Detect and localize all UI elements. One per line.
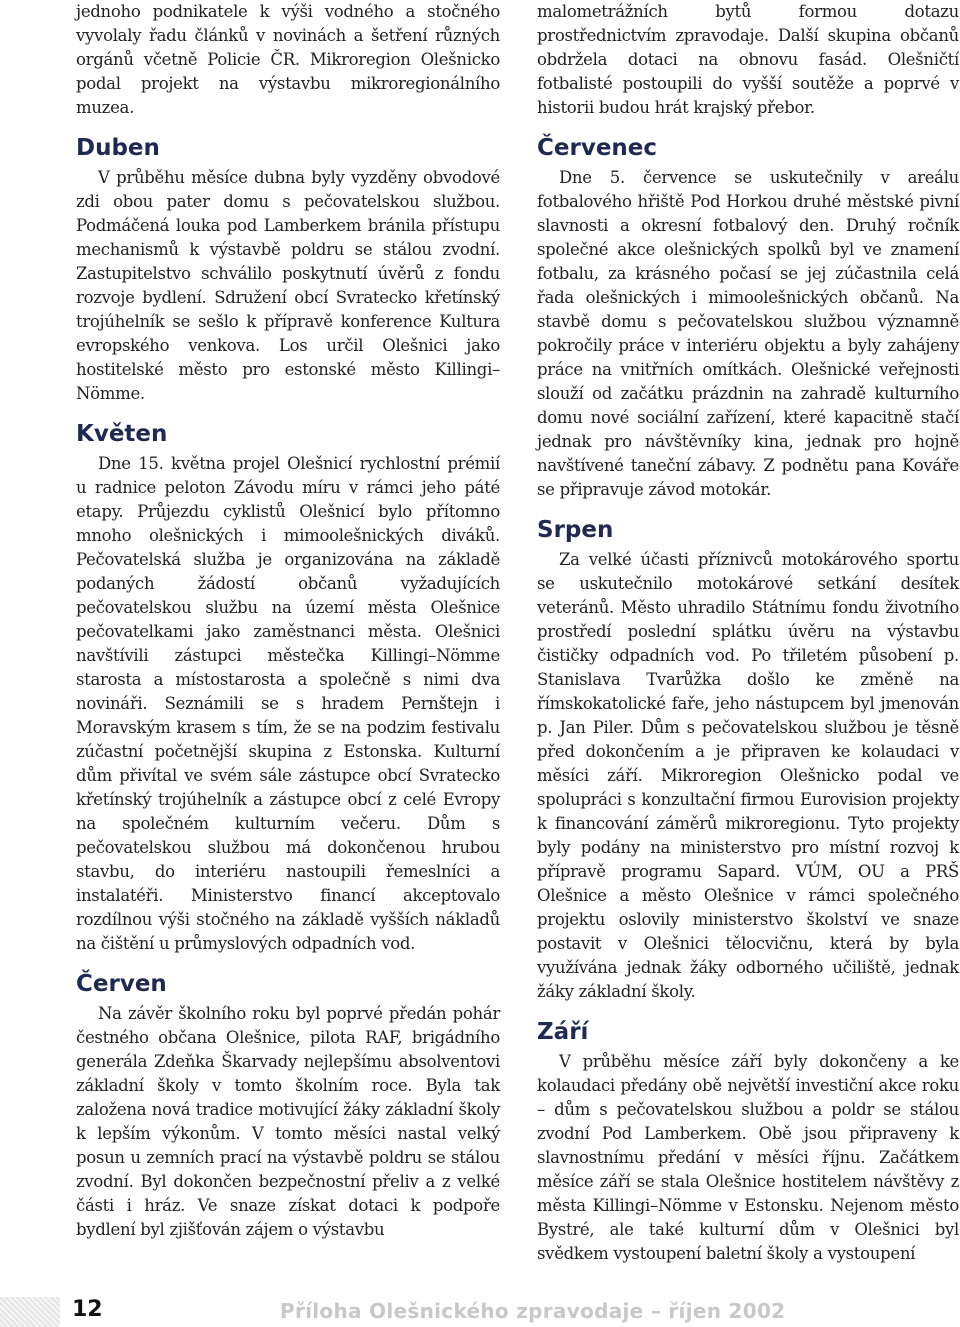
left-intro-paragraph: jednoho podnikatele k výši vodného a stočného vyvolaly řadu článků v novinách a šetření různých orgánů včetně Policie ČR. Mikroregion Olešnicko podal projekt na výstavbu mikroregionálního muzea. [76, 2, 500, 117]
page-footer [0, 1297, 960, 1327]
paragraph-srpen: Za velké účasti příznivců motokárového sportu se uskutečnilo motokárové setkání desítek veteránů. Město uhradilo Státnímu fondu životního prostředí poslední splátku úvěru na výstavbu čističky odpadních vod. Po třiletém působení p. Stanislava Tvarůžka došlo ke změně na římskokatolické faře, jeho nástupcem byl jmenován p. Jan Piler. Dům s pečovatelskou službou je těsně před dokončením a je připraven ke kolaudaci v měsíci září. Mikroregion Olešnicko podal ve spolupráci s konzultační firmou Eurovision projekty k financování záměrů mikroregionu. Tyto projekty byly podány na ministerstvo pro místní rozvoj k přípravě programu Sapard. VÚM, OU a PRŠ Olešnice a město Olešnice v rámci společného projektu oslovily ministerstvo školství ve snaze postavit v Olešnici tělocvičnu, která by byla využívána jednak žáky odborného učiliště, jednak žáky základní školy. [537, 550, 959, 1001]
section-duben [76, 134, 500, 406]
publication-title: Příloha Olešnického zpravodaje – říjen 2002 [280, 1299, 786, 1323]
footer-decoration [0, 1297, 60, 1327]
paragraph-zari: V průběhu měsíce září byly dokončeny a ke kolaudaci předány obě největší investiční akce roku – dům s pečovatelskou službou a poldr se stálou zvodní Pod Lamberkem. Obě jsou připraveny k slavnostnímu předání v měsíci říjnu. Začátkem měsíce září se stala Olešnice hostitelem návštěvy z města Killingi–Nömme v Estonsku. Nejenom město Bystré, ale také kulturní dům v Olešnici byl svědkem vystoupení baletní školy a vystoupení [537, 1052, 959, 1263]
left-column [76, 0, 500, 1242]
heading-kveten: Květen [76, 421, 168, 447]
heading-cervenec: Červenec [537, 135, 658, 161]
heading-zari: Září [537, 1019, 589, 1045]
right-column [537, 0, 959, 1266]
right-intro-paragraph: malometrážních bytů formou dotazu prostřednictvím zpravodaje. Další skupina občanů obdržela dotaci na obnovu fasád. Olešničtí fotbalisté postoupili do vyšší soutěže a poprvé v historii budou hrát krajský přebor. [537, 2, 959, 117]
page-number: 12 [72, 1297, 103, 1322]
heading-duben: Duben [76, 135, 160, 161]
heading-cerven: Červen [76, 971, 167, 997]
paragraph-cervenec: Dne 5. července se uskutečnily v areálu fotbalového hřiště Pod Horkou druhé městské pivní slavnosti a okresní fotbalový den. Druhý ročník společné akce olešnických spolků byl ve znamení fotbalu, za krásného počasí se jej zúčastnila celá řada olešnických i mimoolešnických občanů. Na stavbě domu s pečovatelskou službou významně pokročily práce v interiéru objektu a byly zahájeny práce na vnitřních omítkách. Olešnické veřejnosti slouží od začátku prázdnin na zahradě kulturního domu nové sociální zařízení, které kapacitně stačí jednak pro návštěvníky kina, jednak pro hojně navštívené taneční zábavy. Z podnětu pana Kováře se připravuje závod motokár. [537, 168, 959, 499]
heading-srpen: Srpen [537, 517, 614, 543]
section-cervenec [537, 134, 959, 502]
paragraph-cerven: Na závěr školního roku byl poprvé předán pohár čestného občana Olešnice, pilota RAF, brigádního generála Zdeňka Škarvady nejlepšímu absolventovi základní školy v tomto školním roce. Byla tak založena nová tradice motivující žáky základní školy k lepším výkonům. V tomto měsíci nastal velký posun u zemních prací na výstavbě poldru se stálou zvodní. Byl dokončen bezpečnostní přeliv a z velké části i hráz. Ve snaze získat dotaci k podpoře bydlení byl zjišťován zájem o výstavbu [76, 1004, 500, 1239]
section-srpen [537, 516, 959, 1004]
paragraph-kveten: Dne 15. května projel Olešnicí rychlostní prémií u radnice peloton Závodu míru v rámci jeho páté etapy. Průjezdu cyklistů Olešnicí bylo přítomno mnoho olešnických i mimoolešnických diváků. Pečovatelská služba je organizována na základě podaných žádostí občanů vyžadujících pečovatelskou službu na území města Olešnice pečovatelkami jako zaměstnanci města. Olešnici navštívili zástupci městečka Killingi–Nömme starosta a místostarosta a společně s nimi dva novináři. Seznámili se s hradem Pernštejn i Moravským krasem s tím, že se na podzim festivalu zúčastní početnější skupina z Estonska. Kulturní dům přivítal ve svém sále zástupce obcí Svratecko křetínský trojúhelník a zástupce obcí z celé Evropy na společném kulturním večeru. Dům s pečovatelskou službou má dokončenou hrubou stavbu, do interiéru nastoupili řemeslníci a instalatéři. Ministerstvo financí akceptovalo rozdílnou výši stočného na základě vyšších nákladů na čištění u průmyslových odpadních vod. [76, 454, 500, 953]
section-zari [537, 1018, 959, 1266]
section-kveten [76, 420, 500, 956]
paragraph-duben: V průběhu měsíce dubna byly vyzděny obvodové zdi obou pater domu s pečovatelskou službou. Podmáčená louka pod Lamberkem bránila přístupu mechanismů k výstavbě poldru se stálou zvodní. Zastupitelstvo schválilo poskytnutí úvěrů z fondu rozvoje bydlení. Sdružení obcí Svratecko křetínský trojúhelník se sešlo k přípravě konference Kultura evropského venkova. Los určil Olešnici jako hostitelské město pro estonské město Killingi–Nömme. [76, 168, 500, 403]
section-cerven [76, 970, 500, 1242]
